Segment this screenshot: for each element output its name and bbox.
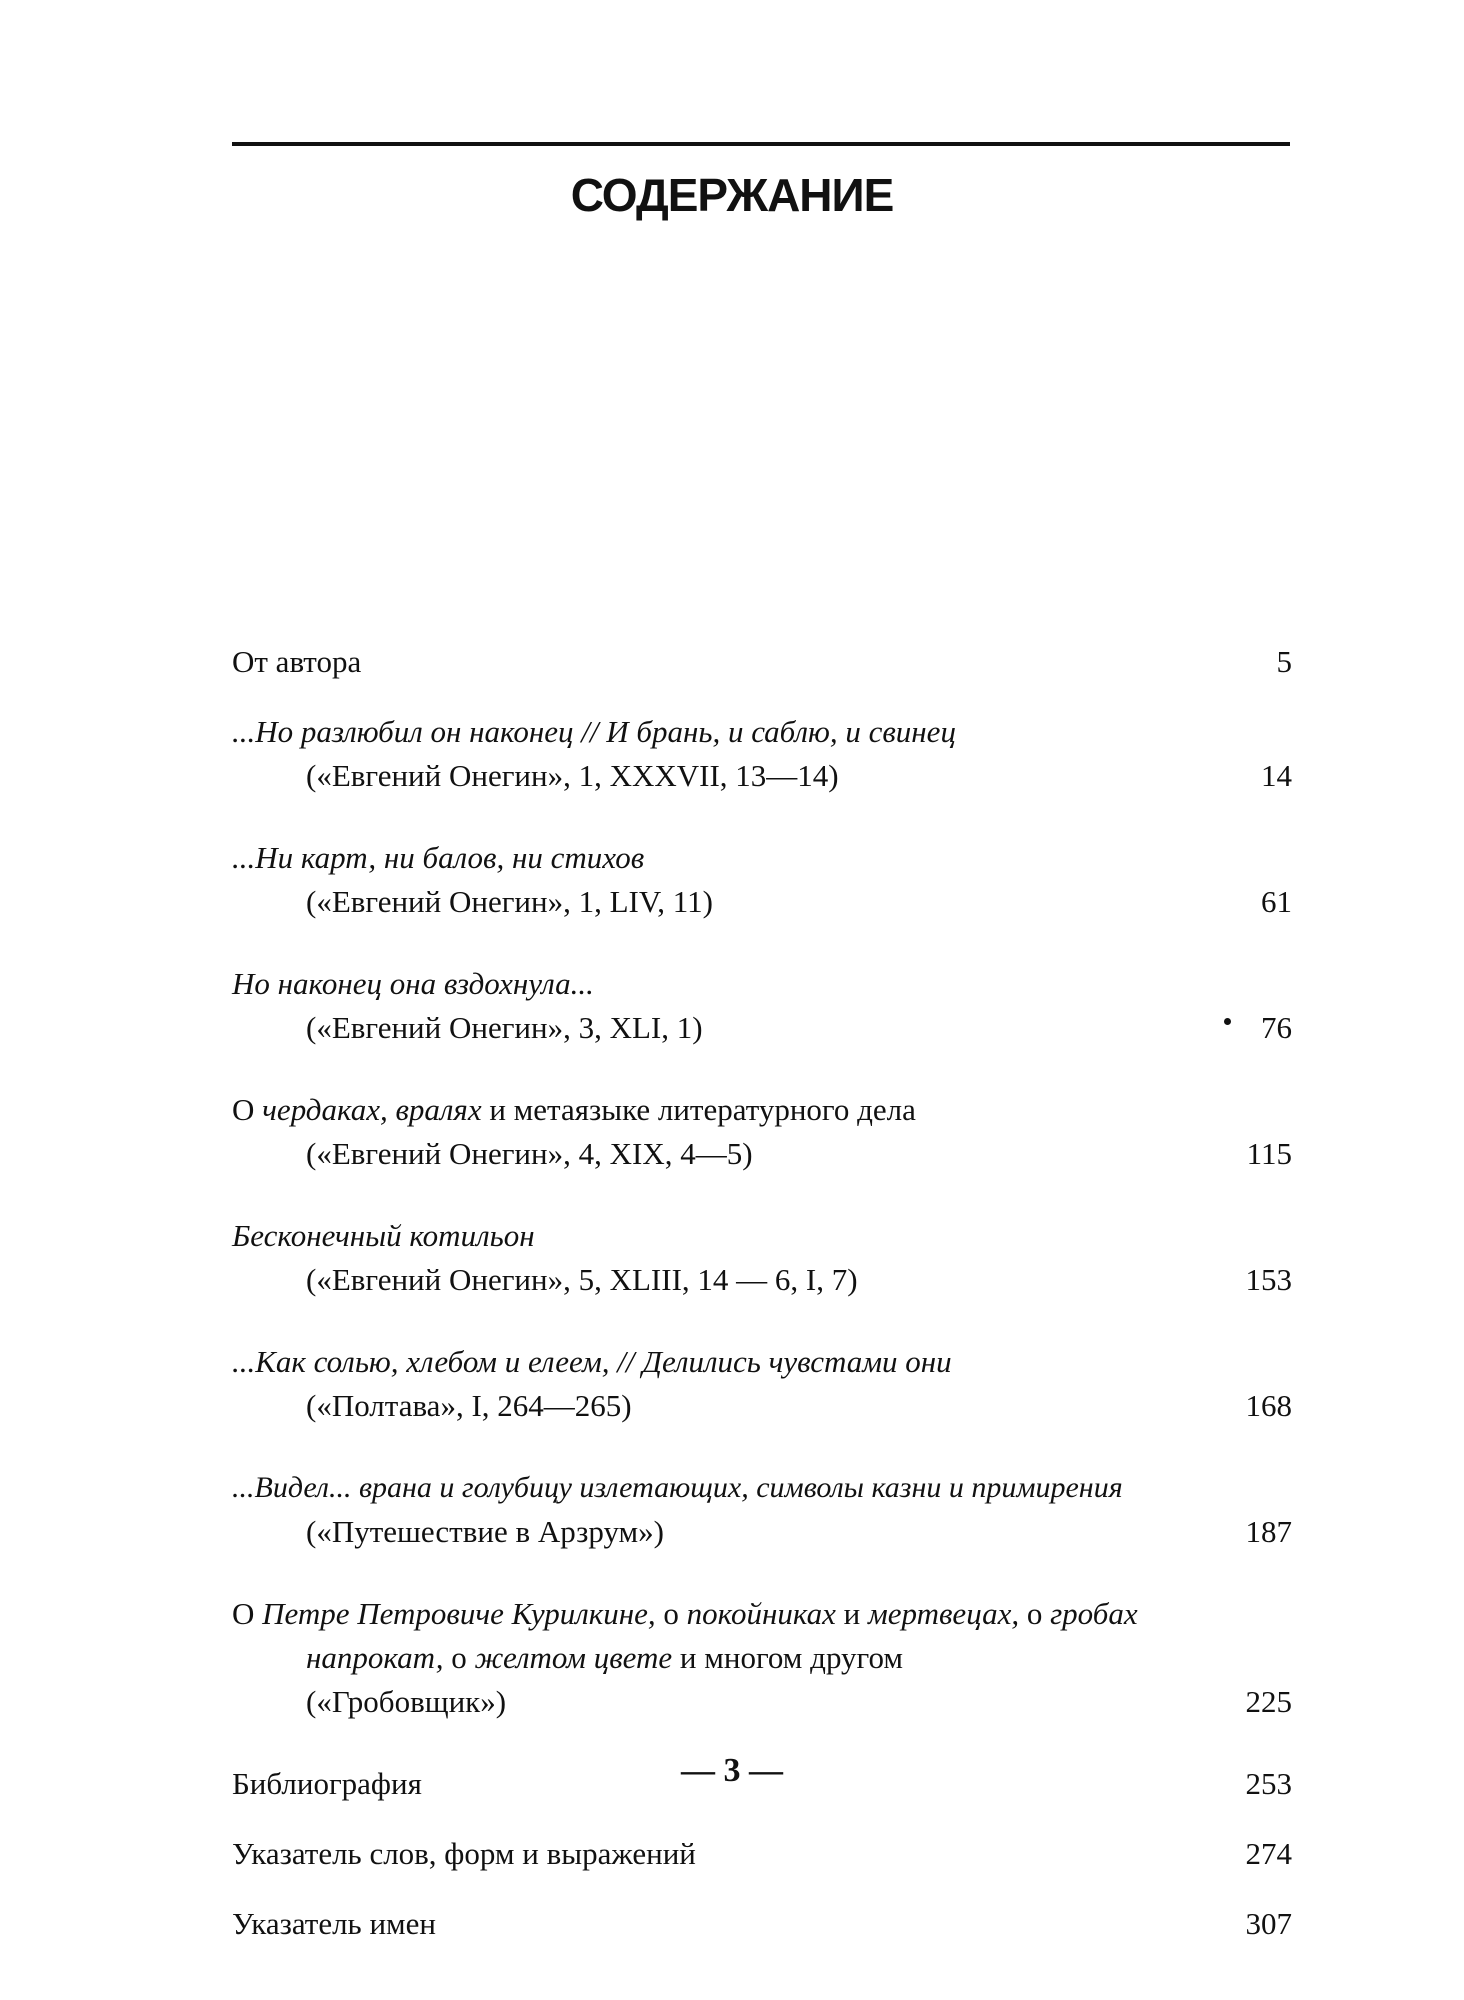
toc-entry-source: («Гробовщик») (306, 1684, 507, 1719)
toc-entry[interactable] (232, 836, 1294, 924)
toc-entry[interactable] (232, 640, 1294, 684)
toc-entry-source: («Евгений Онегин», 4, XIX, 4—5) (306, 1136, 753, 1171)
toc-entry-title: Указатель имен (232, 1906, 436, 1941)
toc-entry[interactable] (232, 710, 1294, 798)
toc-page-number: 153 (1245, 1262, 1292, 1297)
toc-page-number: 61 (1261, 884, 1292, 919)
toc-entry-source: («Евгений Онегин», 3, XLI, 1) (306, 1010, 703, 1045)
page-title: СОДЕРЖАНИЕ (570, 169, 894, 221)
toc-page-number: 168 (1245, 1388, 1292, 1423)
toc-page-number: 5 (1276, 644, 1292, 679)
toc-page-number: 187 (1245, 1514, 1292, 1549)
toc-entry[interactable] (232, 1214, 1294, 1302)
page-number-footer: — 3 — (681, 1752, 783, 1789)
toc-entry-title: О Петре Петровиче Курилкине, о покойниках и мертвецах, о гробах (232, 1596, 1138, 1631)
toc-entry[interactable] (232, 1592, 1294, 1724)
toc-page-number: 14 (1261, 758, 1292, 793)
toc-entry-title: О чердаках, вралях и метаязыке литературного дела (232, 1092, 916, 1127)
toc-entry-source: («Путешествие в Арзрум») (306, 1514, 664, 1549)
toc-page-number: 253 (1245, 1766, 1292, 1801)
toc-entry-source: («Евгений Онегин», 1, XXXVII, 13—14) (306, 758, 839, 793)
toc-entry-title: ...Ни карт, ни балов, ни стихов (232, 840, 645, 875)
toc-entry-title: От автора (232, 644, 362, 679)
toc-entry-title: Библиография (232, 1766, 422, 1801)
toc-entry-title: Указатель слов, форм и выражений (232, 1836, 696, 1871)
ink-dot (1224, 1018, 1231, 1025)
toc-entry-source: («Полтава», I, 264—265) (306, 1388, 632, 1423)
toc-page-number: 115 (1246, 1136, 1292, 1171)
toc-entry-title-continued: напрокат, о желтом цвете и многом другом (306, 1640, 904, 1675)
toc-page-number: 225 (1245, 1684, 1292, 1719)
toc-entry[interactable] (232, 962, 1294, 1050)
toc-entry-title: ...Видел... врана и голубицу излетающих, символы казни и примирения (232, 1471, 1123, 1504)
toc-page-number: 76 (1261, 1010, 1292, 1045)
toc-entry[interactable] (232, 1340, 1294, 1428)
top-rule (232, 142, 1290, 146)
toc-entry-title: ...Но разлюбил он наконец // И брань, и саблю, и свинец (232, 714, 956, 749)
toc-entry[interactable] (232, 1088, 1294, 1176)
toc-entry[interactable] (232, 1902, 1294, 1946)
toc-page-number: 307 (1245, 1906, 1292, 1941)
toc-entry-title: ...Как солью, хлебом и елеем, // Делились чувстами они (232, 1344, 952, 1379)
toc-page-number: 274 (1245, 1836, 1292, 1871)
toc-entry-source: («Евгений Онегин», 5, XLIII, 14 — 6, I, 7) (306, 1262, 858, 1297)
toc-entry-title: Бесконечный котильон (232, 1218, 535, 1253)
toc-entry[interactable] (232, 1466, 1294, 1554)
toc-entry-source: («Евгений Онегин», 1, LIV, 11) (306, 884, 713, 919)
toc-entry-title: Но наконец она вздохнула... (232, 966, 594, 1001)
toc-entry[interactable] (232, 1832, 1294, 1876)
